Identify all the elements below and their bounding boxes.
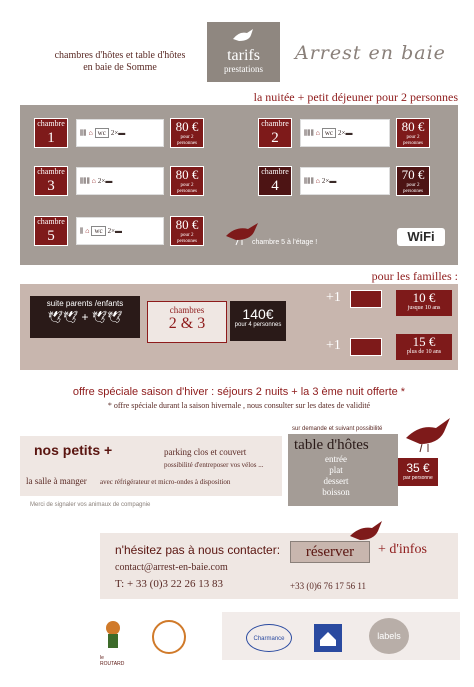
dining-room-detail: avec réfrigérateur et micro-ondes à disposition — [100, 478, 231, 486]
suite-label: suite parents /enfants — [46, 299, 124, 308]
house-icon: ⌂ — [88, 129, 93, 137]
table-hotes-price: 35 € par personne — [398, 458, 438, 486]
brand-logo: Arrest en baie — [295, 42, 446, 64]
bird-icon — [231, 27, 257, 45]
twin-bed-icon: 2×▬ — [110, 129, 126, 137]
room-1-amenities — [76, 119, 164, 147]
bottles-icon: ⫼⫼ — [80, 128, 87, 137]
tarifs-box — [207, 22, 280, 82]
nuitee-heading: la nuitée + petit déjeuner pour 2 personnes — [253, 90, 458, 104]
bottles-icon: ⫼⫼⫼ — [304, 128, 314, 137]
dining-room-text: la salle à manger — [26, 476, 87, 486]
room-4-badge: chambre 4 — [258, 166, 292, 196]
chambres-number: 2 & 3 — [168, 315, 206, 332]
suite-box — [30, 296, 140, 338]
contact-heading: n'hésitez pas à nous contacter: — [115, 543, 281, 557]
wc-label: wc — [95, 128, 109, 138]
house-icon: ⌂ — [91, 177, 96, 185]
room-2-badge: chambre 2 — [258, 118, 292, 148]
menu-item: plat — [329, 465, 343, 475]
more-info-link[interactable]: + d'infos — [378, 542, 427, 557]
subtitle — [40, 50, 200, 74]
room-5-badge: chambre 5 — [34, 216, 68, 246]
phone-number[interactable]: T: + 33 (0)3 22 26 13 83 — [115, 578, 224, 590]
labels-badge: labels — [369, 618, 409, 654]
familles-heading: pour les familles : — [371, 269, 458, 283]
room-5-price: 80 € pour 2 personnes — [170, 216, 204, 246]
chambres-label: chambres — [169, 305, 205, 315]
wc-label: wc — [91, 226, 105, 236]
menu-item: entrée — [325, 454, 347, 464]
plus-one-label: +1 — [326, 290, 341, 305]
kid-price-over-10: 15 € plus de 10 ans — [396, 334, 452, 360]
bed-icon — [350, 290, 382, 308]
plus-one-label: +1 — [326, 338, 341, 353]
tarifs-title: tarifs — [227, 47, 260, 64]
crib-icon — [350, 338, 382, 356]
winter-offer: offre spéciale saison d'hiver : séjours 2 nuits + la 3 ème nuit offerte * — [72, 386, 406, 398]
twin-bed-icon: 2×▬ — [321, 177, 337, 185]
room-3-amenities — [76, 167, 164, 195]
house-icon: ⌂ — [85, 227, 90, 235]
gites-logo — [152, 620, 186, 654]
prestations-label: prestations — [224, 64, 263, 74]
room-2-price: 80 € pour 2 personnes — [396, 118, 430, 148]
bottles-icon: ⫼⫼⫼ — [80, 176, 90, 185]
menu-item: dessert — [323, 476, 349, 486]
kid-price-under-10: 10 € jusque 10 ans — [396, 290, 452, 316]
chambres-2-3-box — [147, 301, 227, 343]
bottles-icon: ⫼ — [80, 226, 84, 235]
subtitle-line-1: chambres d'hôtes et table d'hôtes — [54, 50, 186, 61]
room-1-badge: chambre 1 — [34, 118, 68, 148]
house-icon: ⌂ — [315, 177, 320, 185]
twin-bed-icon: 2×▬ — [338, 129, 353, 137]
room-4-amenities — [300, 167, 390, 195]
birds-icon: 🕊🕊 + 🕊🕊 — [47, 310, 123, 324]
family-price: 140€ pour 4 personnes — [230, 301, 286, 341]
room-4-price: 70 € pour 2 personnes — [396, 166, 430, 196]
room-1-price: 80 € pour 2 personnes — [170, 118, 204, 148]
subtitle-line-2: en baie de Somme — [83, 62, 157, 73]
twin-bed-icon: 2×▬ — [107, 227, 123, 235]
room-3-price: 80 € pour 2 personnes — [170, 166, 204, 196]
menu-item: boisson — [322, 487, 350, 497]
table-hotes-title: table d'hôtes — [294, 437, 369, 453]
room-3-badge: chambre 3 — [34, 166, 68, 196]
nos-petits-title: nos petits + — [34, 442, 113, 458]
winter-offer-note: * offre spéciale durant la saison hivernale , nous consulter sur les dates de validité — [107, 401, 371, 410]
mobile-number[interactable]: +33 (0)6 76 17 56 11 — [290, 581, 366, 591]
twin-bed-icon: 2×▬ — [97, 177, 113, 185]
bottles-icon: ⫼⫼⫼ — [304, 176, 314, 185]
parking-text: parking clos et couvert — [164, 447, 247, 457]
clevacances-logo — [314, 624, 342, 652]
room-5-amenities — [76, 217, 164, 245]
pets-note: Merci de signaler vos animaux de compagnie — [30, 502, 151, 508]
routard-logo: le ROUTARD — [100, 618, 126, 658]
table-hotes-box — [288, 434, 398, 506]
room-5-note: chambre 5 à l'étage ! — [252, 239, 318, 246]
bird-icon — [402, 414, 454, 454]
email-link[interactable]: contact@arrest-en-baie.com — [115, 562, 228, 573]
wifi-badge: WiFi — [397, 228, 445, 246]
wc-label: wc — [322, 128, 336, 138]
charmance-logo: Charmance — [246, 624, 292, 652]
room-2-amenities — [300, 119, 390, 147]
reserver-button[interactable]: réserver — [290, 541, 370, 563]
table-hotes-note: sur demande et suivant possibilité — [292, 426, 383, 432]
house-icon: ⌂ — [315, 129, 320, 137]
bikes-text: possibilité d'entreposer vos vélos ... — [164, 461, 264, 469]
